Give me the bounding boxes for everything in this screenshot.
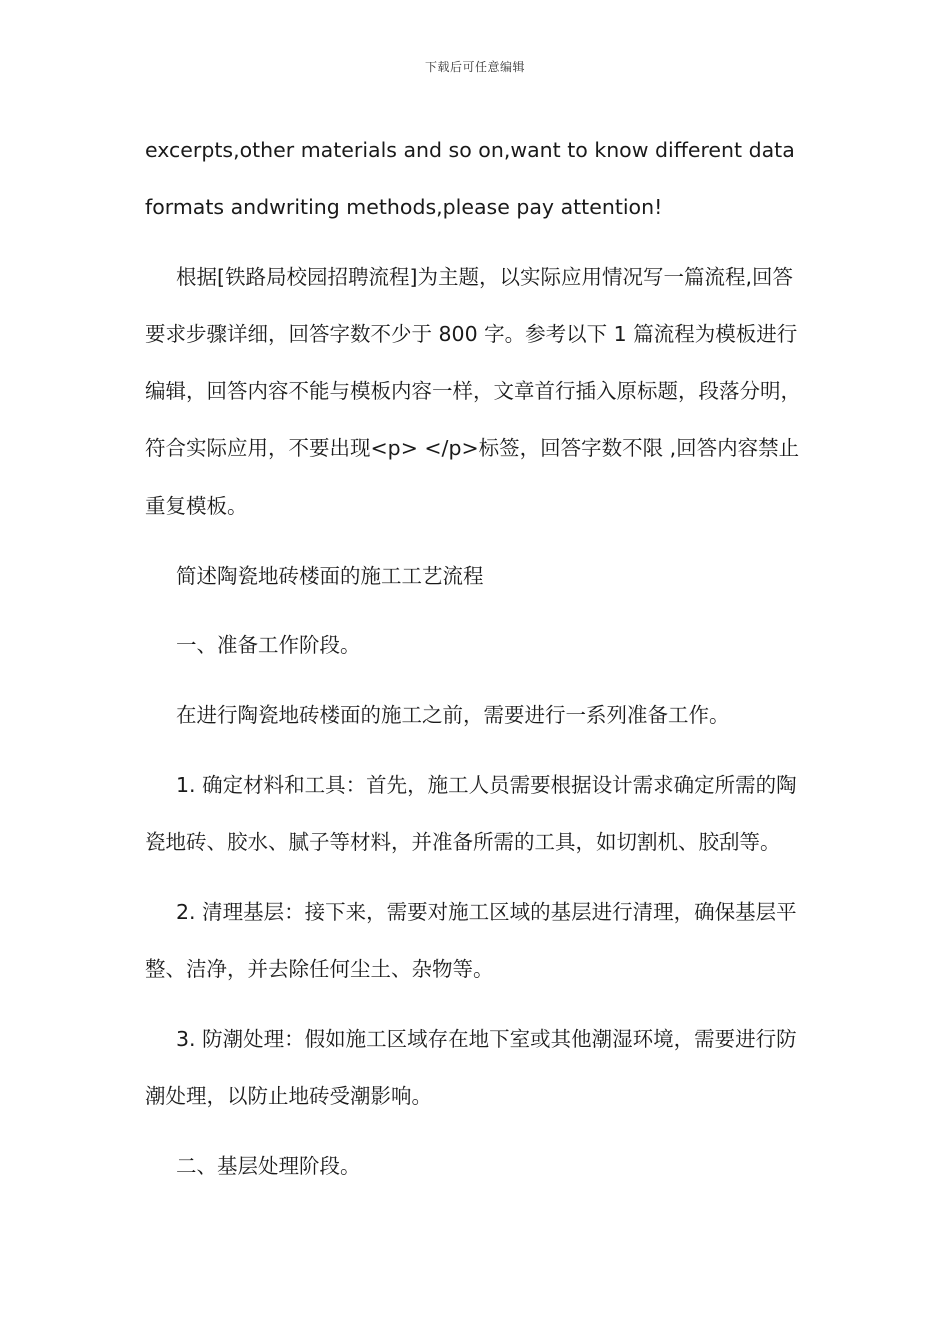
list-item: 2. 清理基层：接下来，需要对施工区域的基层进行清理，确保基层平 [176, 900, 797, 924]
section-title: 简述陶瓷地砖楼面的施工工艺流程 [176, 564, 484, 588]
text-line: 编辑，回答内容不能与模板内容一样，文章首行插入原标题，段落分明， [145, 379, 801, 403]
text-line: 瓷地砖、胶水、腻子等材料，并准备所需的工具，如切割机、胶刮等。 [145, 830, 781, 854]
text-line: 要求步骤详细，回答字数不少于 800 字。参考以下 1 篇流程为模板进行 [145, 322, 798, 346]
text-line: 符合实际应用，不要出现<p> </p>标签，回答字数不限 ,回答内容禁止 [145, 436, 800, 460]
text-line: excerpts,other materials and so on,want to know different data [145, 138, 795, 162]
section-heading: 二、基层处理阶段。 [176, 1154, 361, 1178]
text-line: 潮处理，以防止地砖受潮影响。 [145, 1084, 432, 1108]
text-line: formats andwriting methods,please pay attention! [145, 195, 663, 219]
text-line: 在进行陶瓷地砖楼面的施工之前，需要进行一系列准备工作。 [176, 703, 730, 727]
page-header: 下载后可任意编辑 [424, 60, 525, 74]
text-line: 整、洁净，并去除任何尘土、杂物等。 [145, 957, 494, 981]
text-line: 根据[铁路局校园招聘流程]为主题，以实际应用情况写一篇流程,回答 [176, 265, 794, 289]
text-line: 重复模板。 [145, 494, 248, 518]
section-heading: 一、准备工作阶段。 [176, 633, 361, 657]
list-item: 3. 防潮处理：假如施工区域存在地下室或其他潮湿环境，需要进行防 [176, 1027, 797, 1051]
list-item: 1. 确定材料和工具：首先，施工人员需要根据设计需求确定所需的陶 [176, 773, 797, 797]
